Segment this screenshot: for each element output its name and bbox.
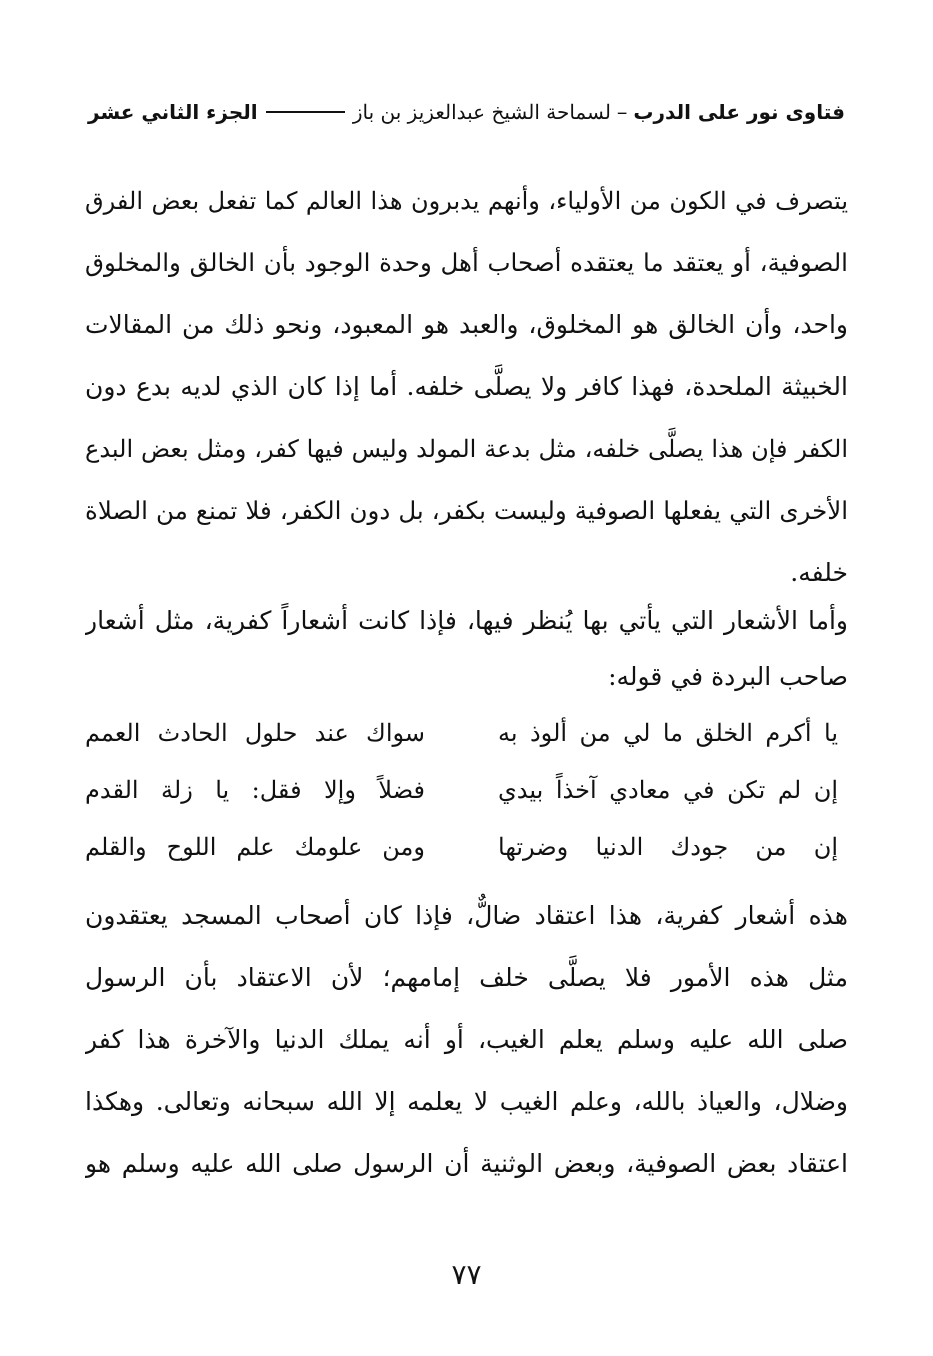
- header-book-title: فتاوى نور على الدرب: [633, 100, 845, 124]
- paragraph-line: الخبيثة الملحدة، فهذا كافر ولا يصلَّى خلفه. أما إذا كان الذي لديه بدع دون: [85, 372, 848, 401]
- paragraph-2: [85, 593, 848, 705]
- paragraph-line: الصوفية، أو يعتقد ما يعتقده أصحاب أهل وحدة الوجود بأن الخالق والمخلوق: [85, 248, 848, 277]
- paragraph-line: صاحب البردة في قوله:: [608, 662, 848, 691]
- verse-first-hemistich: إن من جودك الدنيا وضرتها: [498, 833, 838, 861]
- paragraph-1: [85, 170, 848, 604]
- paragraph-line: هذه أشعار كفرية، هذا اعتقاد ضالٌّ، فإذا كان أصحاب المسجد يعتقدون: [85, 901, 848, 930]
- header-author: لسماحة الشيخ عبدالعزيز بن باز: [352, 100, 611, 124]
- verse-second-hemistich: سواك عند حلول الحادث العمم: [85, 719, 425, 747]
- paragraph-3: [85, 885, 848, 1195]
- verse-second-hemistich: فضلاً وإلا فقل: يا زلة القدم: [85, 776, 425, 804]
- verse-second-hemistich: ومن علومك علم اللوح والقلم: [85, 833, 425, 861]
- paragraph-line: خلفه.: [790, 558, 848, 587]
- poem-verse: [85, 705, 848, 762]
- paragraph-line: وأما الأشعار التي يأتي بها يُنظر فيها، فإذا كانت أشعاراً كفرية، مثل أشعار: [85, 606, 848, 635]
- verse-first-hemistich: إن لم تكن في معادي آخذاً بيدي: [498, 776, 838, 804]
- paragraph-line: يتصرف في الكون من الأولياء، وأنهم يدبرون هذا العالم كما تفعل بعض الفرق: [85, 187, 848, 215]
- paragraph-line: اعتقاد بعض الصوفية، وبعض الوثنية أن الرسول صلى الله عليه وسلم هو: [85, 1149, 848, 1178]
- header-separator: –: [616, 100, 628, 124]
- running-header: [88, 92, 845, 132]
- paragraph-line: الكفر فإن هذا يصلَّى خلفه، مثل بدعة المولد وليس فيها كفر، ومثل بعض البدع: [85, 435, 848, 463]
- page-number: ٧٧: [451, 1258, 482, 1291]
- poem-verse: [85, 762, 848, 819]
- paragraph-line: وضلال، والعياذ بالله، وعلم الغيب لا يعلمه إلا الله سبحانه وتعالى. وهكذا: [85, 1087, 848, 1116]
- verse-first-hemistich: يا أكرم الخلق ما لي من ألوذ به: [498, 719, 838, 747]
- header-rule: [266, 111, 345, 113]
- poem-verse: [85, 819, 848, 876]
- paragraph-line: الأخرى التي يفعلها الصوفية وليست بكفر، بل دون الكفر، فلا تمنع من الصلاة: [85, 496, 848, 525]
- paragraph-line: صلى الله عليه وسلم يعلم الغيب، أو أنه يملك الدنيا والآخرة هذا كفر: [85, 1025, 848, 1054]
- poem: [85, 705, 848, 876]
- paragraph-line: مثل هذه الأمور فلا يصلَّى خلف إمامهم؛ لأن الاعتقاد بأن الرسول: [85, 963, 848, 992]
- paragraph-line: واحد، وأن الخالق هو المخلوق، والعبد هو المعبود، ونحو ذلك من المقالات: [85, 310, 848, 339]
- header-part: الجزء الثاني عشر: [88, 100, 258, 124]
